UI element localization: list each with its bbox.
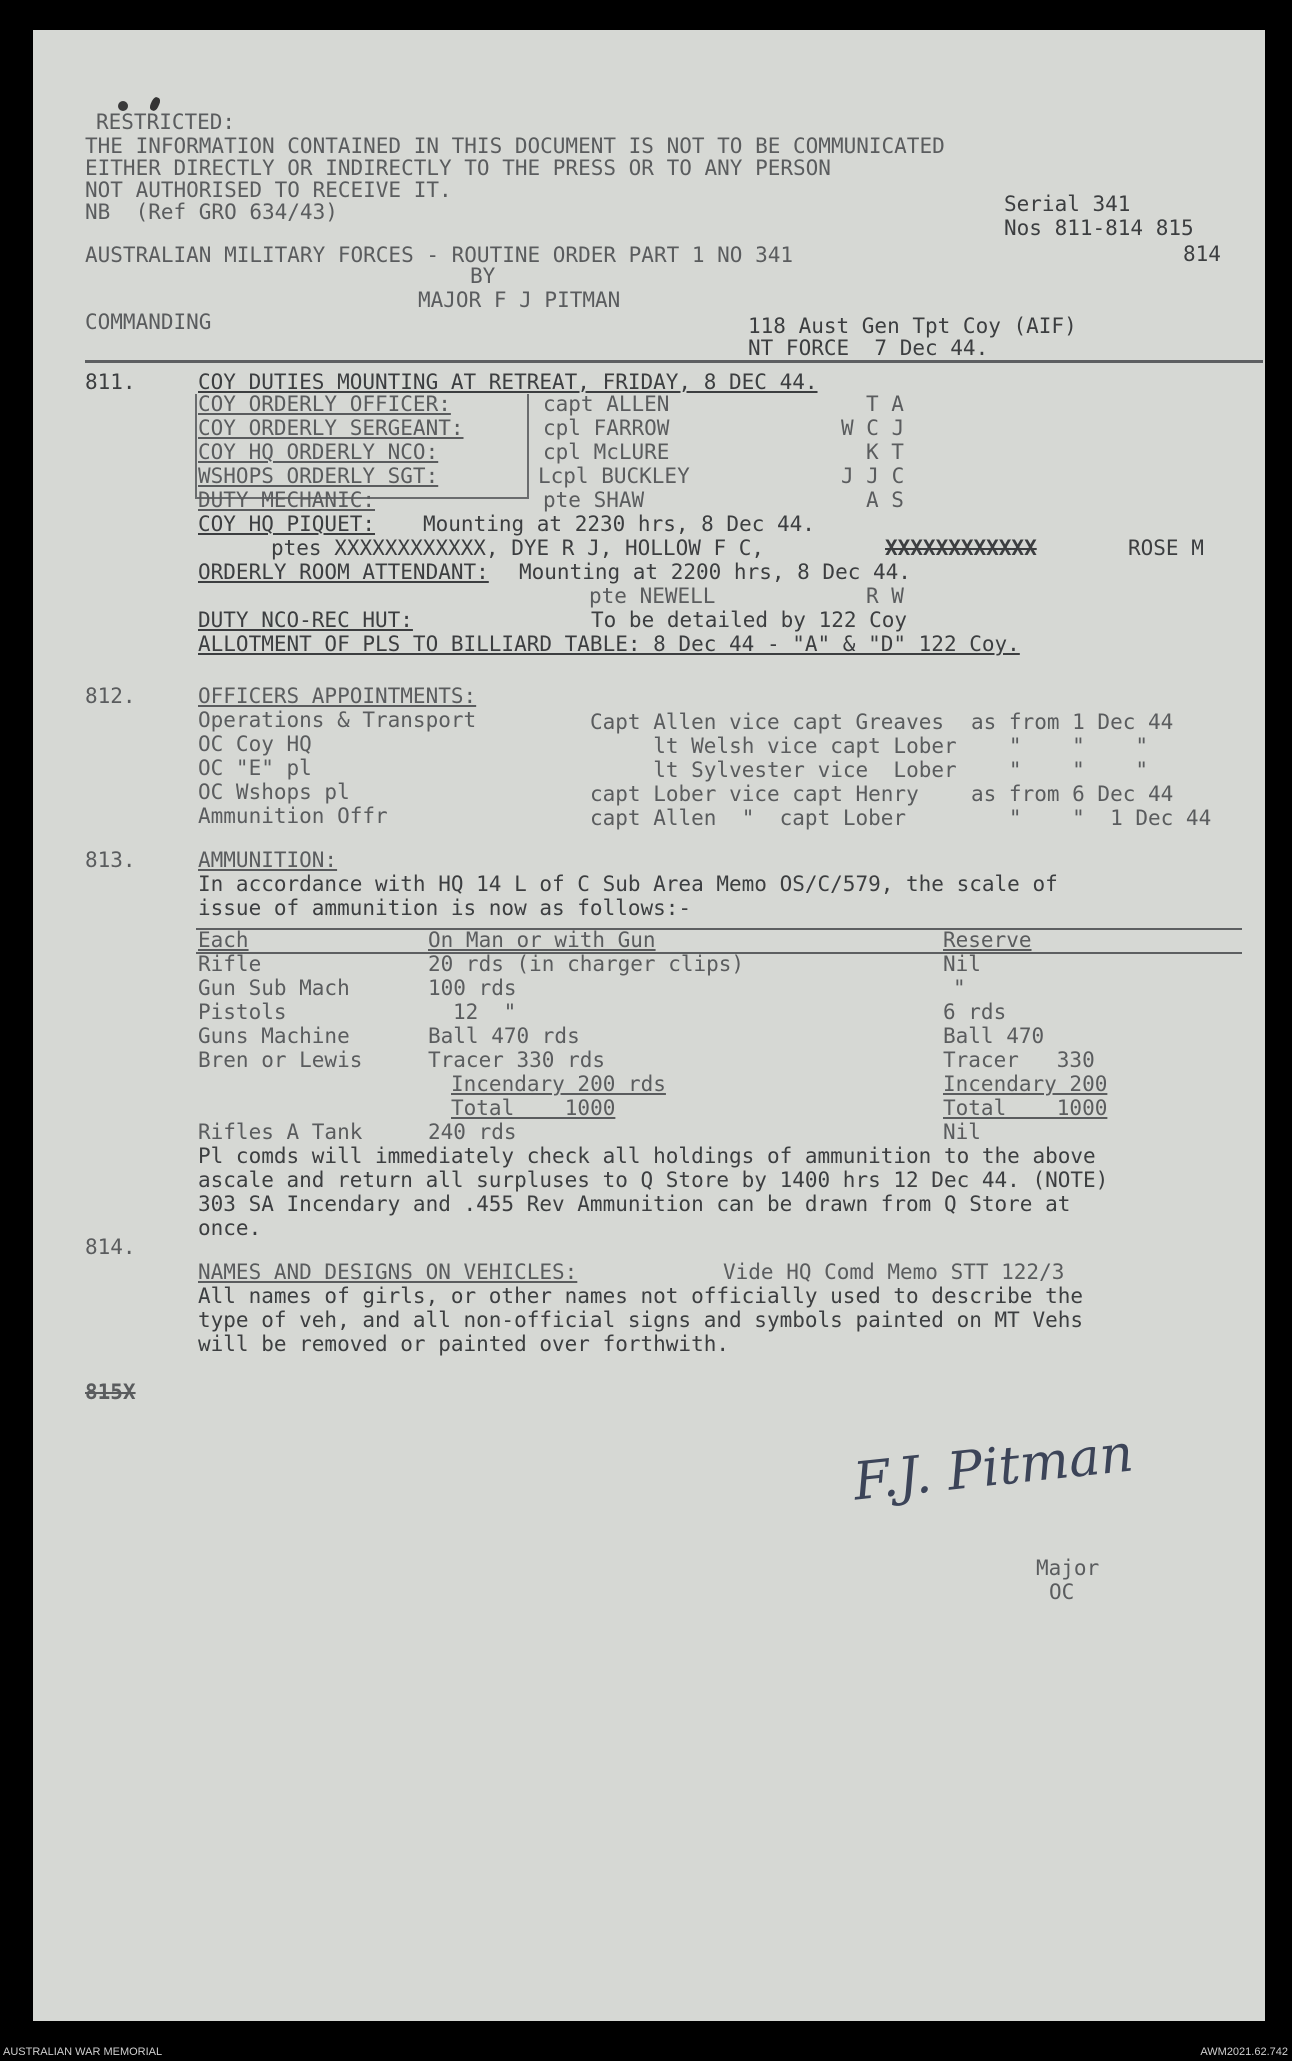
- appointment-from: " " 1 Dec 44: [971, 806, 1212, 830]
- appointment-post: OC Wshops pl: [198, 780, 350, 804]
- ammo-type: Guns Machine: [198, 1024, 350, 1048]
- duty-role: COY HQ PIQUET:: [198, 512, 376, 536]
- duty-name: cpl FARROW: [543, 416, 670, 440]
- duty-role: DUTY NCO-REC HUT:: [198, 608, 413, 632]
- ammo-onman-total: Total 1000: [451, 1096, 616, 1120]
- duty-initials: W C J: [841, 416, 905, 440]
- piquet-mounting: Mounting at 2230 hrs, 8 Dec 44.: [423, 512, 815, 536]
- duty-initials: K T: [866, 440, 904, 464]
- ammunition-intro: issue of ammunition is now as follows:-: [198, 896, 692, 920]
- ammo-reserve-total: Total 1000: [943, 1096, 1108, 1120]
- ammo-onman: Ball 470 rds: [428, 1024, 580, 1048]
- piquet-member-rose: ROSE M: [1128, 536, 1204, 560]
- duty-initials: T A: [866, 392, 904, 416]
- ammo-onman: 20 rds (in charger clips): [428, 952, 745, 976]
- ammo-reserve: 6 rds: [943, 1000, 1007, 1024]
- commanding-label: COMMANDING: [85, 310, 212, 334]
- appointment-post: Ammunition Offr: [198, 804, 388, 828]
- order-numbers: Nos 811-814 815: [1004, 216, 1194, 240]
- table-top-rule: [196, 928, 1242, 930]
- vehicle-instruction: All names of girls, or other names not officially used to describe the: [198, 1284, 1084, 1308]
- piquet-struck-out: XXXXXXXXXXXX: [885, 536, 1037, 560]
- ammunition-instruction: Pl comds will immediately check all holdings of ammunition to the above: [198, 1144, 1096, 1168]
- ammo-type: Pistols: [198, 1000, 287, 1024]
- appointment-detail: capt Lober vice capt Henry: [590, 782, 919, 806]
- ammo-onman: Tracer 330 rds: [428, 1048, 606, 1072]
- ammo-onman: Incendary 200 rds: [451, 1072, 666, 1096]
- duty-name: pte SHAW: [543, 488, 645, 512]
- col-head-each: Each: [198, 928, 249, 952]
- appointment-post: Operations & Transport: [198, 708, 477, 732]
- ora-name: pte NEWELL: [589, 584, 716, 608]
- ammo-type: Rifle: [198, 952, 262, 976]
- ammo-reserve: Incendary 200: [943, 1072, 1108, 1096]
- section-title-812: OFFICERS APPOINTMENTS:: [198, 684, 477, 708]
- section-title-811: COY DUTIES MOUNTING AT RETREAT, FRIDAY, 8 DEC 44.: [198, 370, 818, 394]
- ammunition-instruction: ascale and return all surpluses to Q Store by 1400 hrs 12 Dec 44. (NOTE): [198, 1168, 1109, 1192]
- duty-name: cpl McLURE: [543, 440, 670, 464]
- appointment-post: OC "E" pl: [198, 756, 312, 780]
- section-number-811: 811.: [85, 370, 136, 394]
- ammunition-intro: In accordance with HQ 14 L of C Sub Area Memo OS/C/579, the scale of: [198, 872, 1058, 896]
- ammunition-instruction: once.: [198, 1216, 262, 1240]
- duty-role: COY ORDERLY OFFICER:: [198, 392, 451, 416]
- duty-initials: J J C: [841, 464, 905, 488]
- struck-out-mark: 815X: [85, 1380, 136, 1404]
- unit-name: 118 Aust Gen Tpt Coy (AIF): [748, 314, 1077, 338]
- ammo-reserve: Ball 470: [943, 1024, 1045, 1048]
- warning-line: EITHER DIRECTLY OR INDIRECTLY TO THE PRESS OR TO ANY PERSON: [85, 156, 831, 180]
- document-page: [33, 30, 1265, 2021]
- ammo-reserve: Nil: [943, 1120, 981, 1144]
- duty-name: capt ALLEN: [543, 392, 670, 416]
- commander-name: MAJOR F J PITMAN: [418, 288, 621, 312]
- col-head-reserve: Reserve: [943, 928, 1032, 952]
- duty-role: COY HQ ORDERLY NCO:: [198, 440, 439, 464]
- ora-initials: R W: [866, 584, 904, 608]
- order-numbers-corrected: 814: [1183, 242, 1221, 266]
- duty-initials: A S: [866, 488, 904, 512]
- force-date: NT FORCE 7 Dec 44.: [748, 336, 989, 360]
- duty-name: Lcpl BUCKLEY: [538, 464, 690, 488]
- section-title-814: NAMES AND DESIGNS ON VEHICLES:: [198, 1260, 578, 1284]
- ammunition-instruction: 303 SA Incendary and .455 Rev Ammunition can be drawn from Q Store at: [198, 1192, 1071, 1216]
- appointment-from: as from 1 Dec 44: [971, 710, 1174, 734]
- appointment-detail: capt Allen " capt Lober: [590, 806, 907, 830]
- ammo-onman: 12 ": [453, 1000, 517, 1024]
- signatory-rank: Major: [1036, 1556, 1100, 1580]
- col-head-onman: On Man or with Gun: [428, 928, 656, 952]
- nco-detail: To be detailed by 122 Coy: [591, 608, 908, 632]
- ammo-type: Bren or Lewis: [198, 1048, 363, 1072]
- vehicle-instruction: type of veh, and all non-official signs and symbols painted on MT Vehs: [198, 1308, 1084, 1332]
- duty-role: ORDERLY ROOM ATTENDANT:: [198, 560, 489, 584]
- section-number-813: 813.: [85, 848, 136, 872]
- duty-role: COY ORDERLY SERGEANT:: [198, 416, 464, 440]
- section-title-813: AMMUNITION:: [198, 848, 338, 872]
- ammo-reserve: Tracer 330: [943, 1048, 1095, 1072]
- appointment-detail: lt Sylvester vice Lober: [590, 758, 957, 782]
- ammo-onman: 100 rds: [428, 976, 517, 1000]
- section-number-812: 812.: [85, 684, 136, 708]
- ora-mounting: Mounting at 2200 hrs, 8 Dec 44.: [519, 560, 911, 584]
- section-number-814: 814.: [85, 1235, 136, 1259]
- ammo-type: Gun Sub Mach: [198, 976, 350, 1000]
- warning-line: THE INFORMATION CONTAINED IN THIS DOCUMENT IS NOT TO BE COMMUNICATED: [85, 134, 945, 158]
- appointment-from: " " ": [971, 758, 1149, 782]
- nb-reference: NB (Ref GRO 634/43): [85, 200, 338, 224]
- appointment-from: " " ": [971, 734, 1149, 758]
- warning-line: NOT AUTHORISED TO RECEIVE IT.: [85, 178, 452, 202]
- ammo-onman: 240 rds: [428, 1120, 517, 1144]
- ammo-type: Rifles A Tank: [198, 1120, 363, 1144]
- serial-number: Serial 341: [1004, 192, 1131, 216]
- by-label: BY: [470, 264, 496, 288]
- vehicle-memo-ref: Vide HQ Comd Memo STT 122/3: [723, 1260, 1065, 1284]
- appointment-post: OC Coy HQ: [198, 732, 312, 756]
- header-rule: [85, 360, 1263, 363]
- vehicle-instruction: will be removed or painted over forthwith.: [198, 1332, 730, 1356]
- archive-reference: AWM2021.62.742: [1200, 2046, 1288, 2058]
- appointment-detail: Capt Allen vice capt Greaves: [590, 710, 945, 734]
- piquet-members: ptes XXXXXXXXXXXX, DYE R J, HOLLOW F C,: [271, 536, 765, 560]
- appointment-from: as from 6 Dec 44: [971, 782, 1174, 806]
- signatory-role: OC: [1049, 1580, 1075, 1604]
- order-title: AUSTRALIAN MILITARY FORCES - ROUTINE ORDER PART 1 NO 341: [85, 243, 794, 267]
- duty-role: WSHOPS ORDERLY SGT:: [198, 464, 439, 488]
- restricted-heading: RESTRICTED:: [96, 110, 236, 134]
- billiard-allotment: ALLOTMENT OF PLS TO BILLIARD TABLE: 8 Dec 44 - "A" & "D" 122 Coy.: [198, 632, 1020, 656]
- duty-role: DUTY MECHANIC:: [198, 488, 376, 512]
- appointment-detail: lt Welsh vice capt Lober: [590, 734, 957, 758]
- ammo-reserve: Nil: [943, 952, 981, 976]
- signature: F.J. Pitman: [850, 1423, 1137, 1513]
- archive-credit: AUSTRALIAN WAR MEMORIAL: [3, 2046, 163, 2058]
- ammo-reserve: ": [953, 976, 966, 1000]
